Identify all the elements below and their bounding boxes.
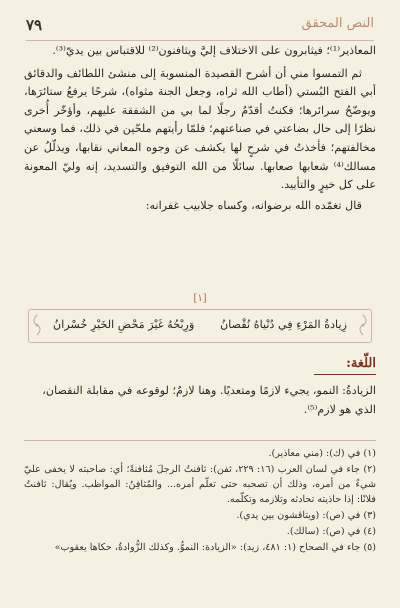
paragraph-3: قال تغمّده الله برضوانه، وكساه جلابيب غفرانه: — [145, 198, 362, 212]
section-heading-language: اللّغة: — [346, 356, 376, 371]
footnote-3: (٣) في (ص): (ويتاقشون بين يدي). — [236, 510, 376, 521]
language-paragraph: الزيادةُ: النمو، يجيء لازمًا ومتعديًا. وهنا لازمٌ؛ لوقوعه في مقابلة النقصان، الذي هو لازم⁽⁵⁾. — [42, 384, 376, 416]
verse-second-hemistich: وَرِبْحُهُ غَيْرَ مَحْضِ الخَيْرِ خُسْرانُ — [53, 318, 195, 331]
main-text — [24, 42, 376, 215]
paragraph-1: المعاذير⁽¹⁾؛ فيثابرون على الاختلاف إليَّ ويثافنون⁽²⁾ للاقتباس بين يديّ⁽³⁾. — [52, 44, 376, 57]
page-header — [26, 16, 374, 40]
ornament-icon — [32, 314, 42, 336]
verse-frame — [28, 309, 372, 343]
verse-first-hemistich: زِيادةُ المَرْءِ فِي دُنْياهُ نُقْصانُ — [220, 318, 347, 331]
footnote-4: (٤) في (ص): (سالك). — [286, 526, 376, 537]
footnotes — [24, 446, 376, 556]
ornament-icon — [358, 314, 368, 336]
paragraph-2: ثم التمسوا مني أن أشرح القصيدة المنسوبة إلى منشئ اللطائف والدقائق أبي الفتح البُستي (أطاب الله ثراه، وجعل الجنة مثواه)، شرحًا يرفعُ ستائرَها، ويوضّحُ سرائرها؛ فكنتُ أقدّمُ رجلًا لما بي من الشفقة عليهم، وأؤخّر أُخرى نظرًا إلى حال بضاعتي في صناعتهم؛ فلمّا رأيتهم ملحّين في ذلك، فما وسعني مخالفتهم؛ فأخذتُ في شرحٍ لها يكشف عن وجوه المعاني نقابها، ويذلّلُ عن مسالك⁽⁴⁾ شعابها صعابها. سائلًا من الله التوفيق والتسديد، إنه وليّ المعونة على كل خيرٍ والتأييد. — [24, 66, 376, 192]
page-number: ٧٩ — [26, 16, 43, 34]
heading-underline — [314, 374, 376, 375]
running-title: النص المحقق — [301, 16, 374, 31]
footnote-separator — [24, 440, 376, 441]
footnote-1: (١) في (ك): (مني معاذير). — [268, 448, 376, 459]
footnote-5: (٥) جاء في الصحاح (١: ٤٨١، زيد): «الزيادة: النموُّ. وكذلك الزُّوادةُ، حكاها يعقوب» — [54, 542, 376, 553]
verse-number: [١] — [193, 293, 207, 304]
header-rule — [26, 40, 374, 41]
verse-block — [28, 293, 372, 347]
footnote-2: (٢) جاء في لسان العرب (١٦: ٢٢٩، ثفن): ثافنتُ الرجلَ مُثافنةً؛ أي: صاحبته لا يخفى عليّ شيءٌ من أمره، وذلك أن تصحبه حتى تعلّم أمره... والمُثافِنُ: المواظب. ويُقال: ثافنتُ فلانًا: إذا حاذيته تحادثه وتلازمه وتكلّمه. — [24, 464, 376, 505]
